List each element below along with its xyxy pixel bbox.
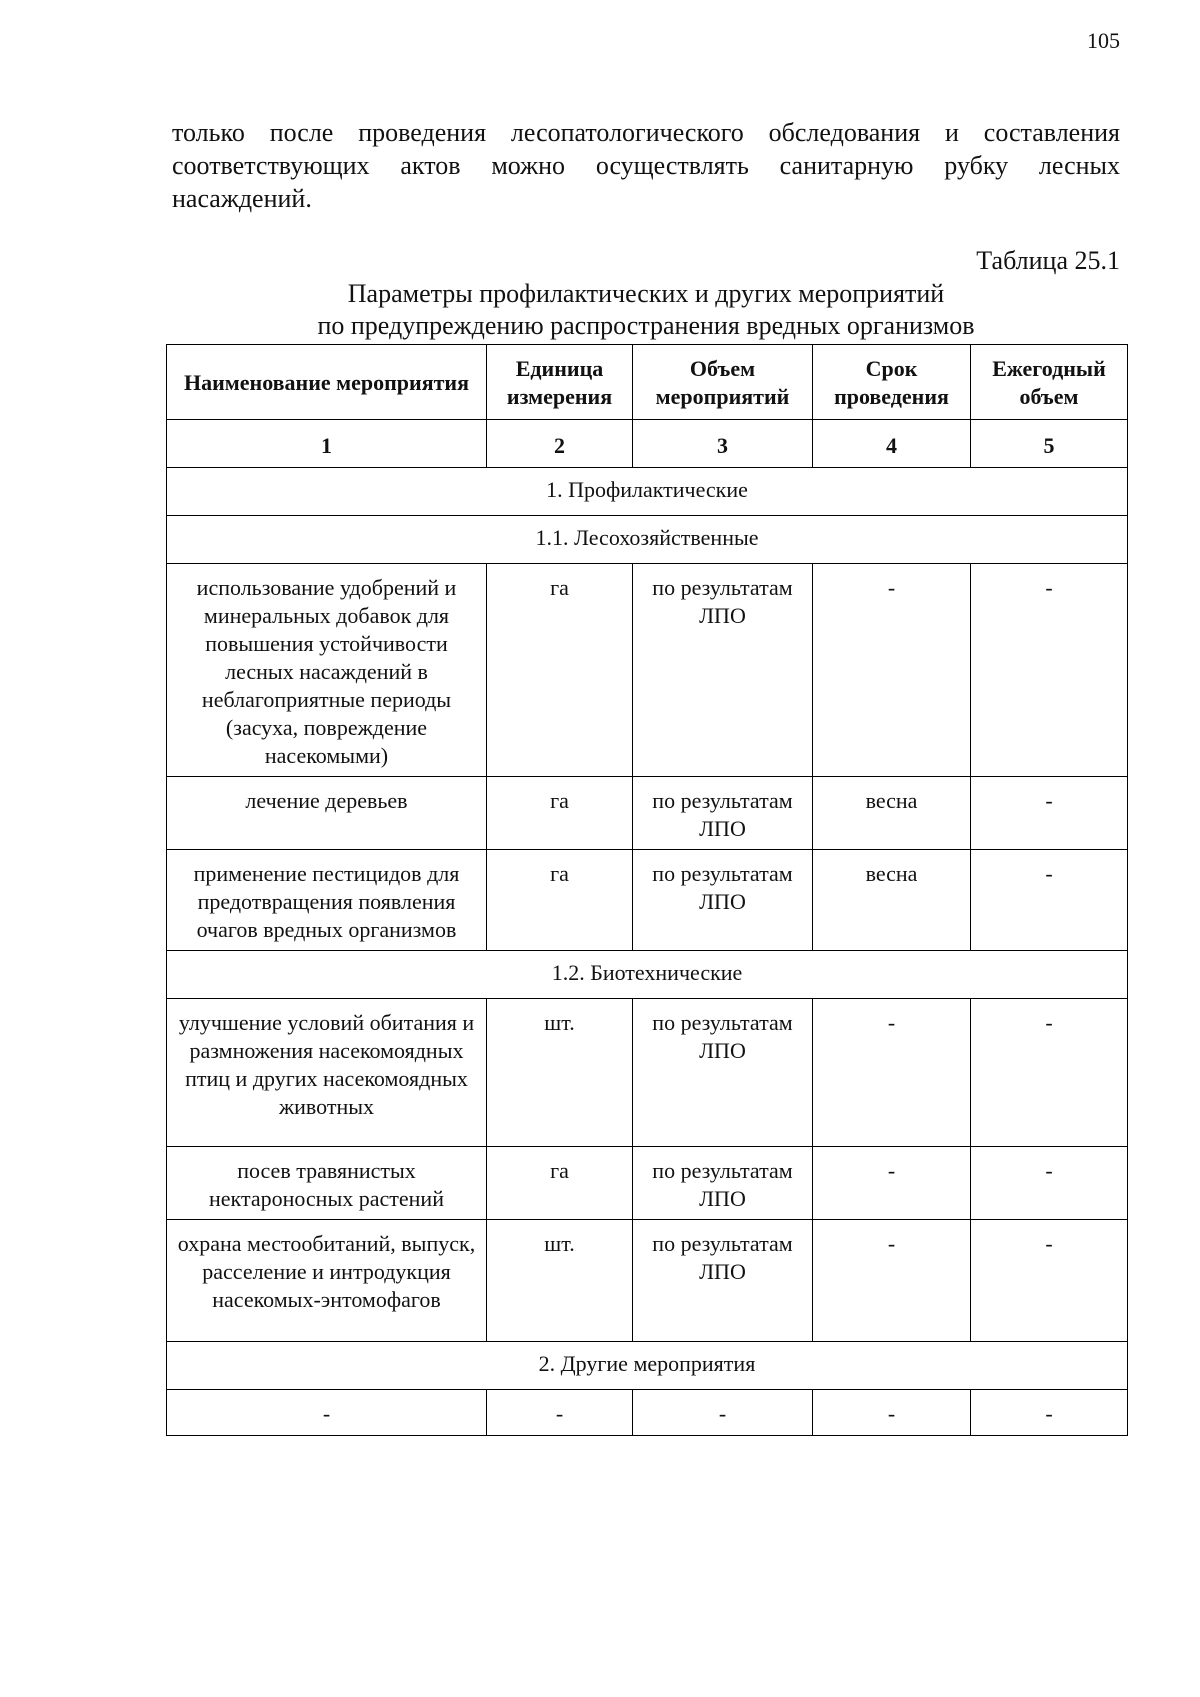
cell-volume: по результатам ЛПО	[633, 1220, 813, 1342]
cell-period: -	[813, 1220, 971, 1342]
measures-table	[166, 344, 1128, 1436]
cell-unit: шт.	[487, 999, 633, 1147]
section-row	[167, 1342, 1128, 1390]
cell-period: -	[813, 999, 971, 1147]
cell-volume: по результатам ЛПО	[633, 999, 813, 1147]
section-row	[167, 516, 1128, 564]
cell-volume: по результатам ЛПО	[633, 564, 813, 777]
header-cell: Наименование мероприятия	[167, 345, 487, 420]
cell-period: весна	[813, 777, 971, 850]
cell-volume: по результатам ЛПО	[633, 777, 813, 850]
cell-period: весна	[813, 850, 971, 951]
cell-measure: посев травянистых нектароносных растений	[167, 1147, 487, 1220]
cell-measure: применение пестицидов для предотвращения появления очагов вредных организмов	[167, 850, 487, 951]
table-row	[167, 1147, 1128, 1220]
column-number: 3	[633, 420, 813, 468]
cell-unit: -	[487, 1390, 633, 1436]
page-number: 105	[1087, 28, 1120, 53]
cell-annual: -	[971, 999, 1128, 1147]
section-title: 1. Профилактические	[167, 468, 1128, 516]
cell-annual: -	[971, 1147, 1128, 1220]
table-title-line: Параметры профилактических и других мероприятий	[347, 279, 945, 308]
table-title	[166, 278, 1126, 342]
cell-measure: -	[167, 1390, 487, 1436]
cell-volume: по результатам ЛПО	[633, 1147, 813, 1220]
cell-annual: -	[971, 564, 1128, 777]
cell-annual: -	[971, 1390, 1128, 1436]
section-title: 1.1. Лесохозяйственные	[167, 516, 1128, 564]
table-row	[167, 1390, 1128, 1436]
section-title: 2. Другие мероприятия	[167, 1342, 1128, 1390]
header-cell: Ежегодный объем	[971, 345, 1128, 420]
column-number: 2	[487, 420, 633, 468]
cell-unit: шт.	[487, 1220, 633, 1342]
cell-unit: га	[487, 777, 633, 850]
section-title: 1.2. Биотехнические	[167, 951, 1128, 999]
column-number: 1	[167, 420, 487, 468]
table-row	[167, 564, 1128, 777]
cell-annual: -	[971, 777, 1128, 850]
section-row	[167, 468, 1128, 516]
header-cell: Объем мероприятий	[633, 345, 813, 420]
intro-paragraph: только после проведения лесопатологического обследования и составления соответствующих актов можно осуществлять санитарную рубку лесных насаждений.	[172, 118, 1120, 213]
cell-measure: использование удобрений и минеральных добавок для повышения устойчивости лесных насаждений в неблагоприятные периоды (засуха, повреждение насекомыми)	[167, 564, 487, 777]
table-row	[167, 999, 1128, 1147]
cell-measure: охрана местообитаний, выпуск, расселение и интродукция насекомых-энтомофагов	[167, 1220, 487, 1342]
section-row	[167, 951, 1128, 999]
table-title-line: по предупреждению распространения вредных организмов	[317, 311, 975, 340]
cell-unit: га	[487, 850, 633, 951]
cell-measure: лечение деревьев	[167, 777, 487, 850]
cell-annual: -	[971, 1220, 1128, 1342]
table-header-row	[167, 345, 1128, 420]
cell-period: -	[813, 564, 971, 777]
cell-period: -	[813, 1147, 971, 1220]
cell-annual: -	[971, 850, 1128, 951]
column-number: 5	[971, 420, 1128, 468]
cell-period: -	[813, 1390, 971, 1436]
header-cell: Срок проведения	[813, 345, 971, 420]
cell-volume: по результатам ЛПО	[633, 850, 813, 951]
cell-unit: га	[487, 564, 633, 777]
table-row	[167, 1220, 1128, 1342]
cell-measure: улучшение условий обитания и размножения насекомоядных птиц и других насекомоядных животных	[167, 999, 487, 1147]
table-label: Таблица 25.1	[976, 246, 1120, 275]
cell-unit: га	[487, 1147, 633, 1220]
table-row	[167, 777, 1128, 850]
column-number-row	[167, 420, 1128, 468]
column-number: 4	[813, 420, 971, 468]
header-cell: Единица измерения	[487, 345, 633, 420]
cell-volume: -	[633, 1390, 813, 1436]
table-row	[167, 850, 1128, 951]
